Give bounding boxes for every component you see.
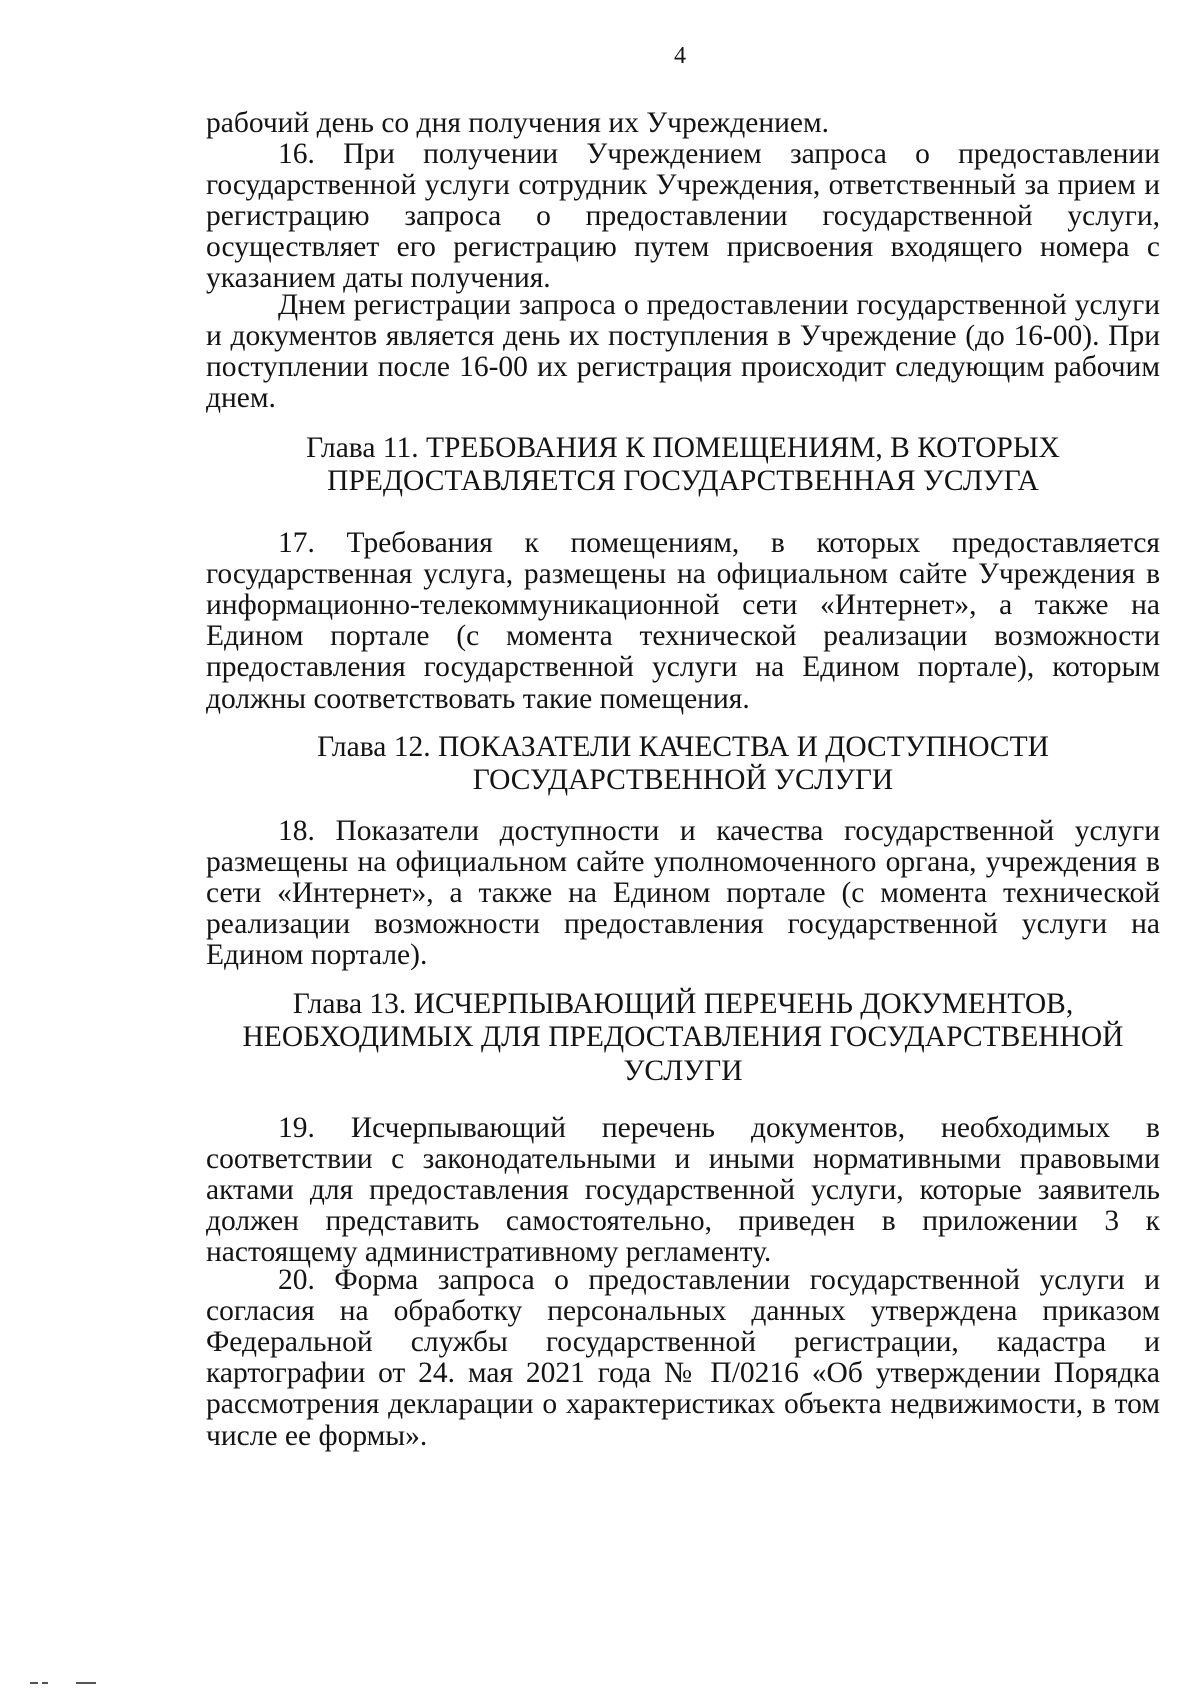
heading-line: ПРЕДОСТАВЛЯЕТСЯ ГОСУДАРСТВЕННАЯ УСЛУГА: [327, 465, 1039, 498]
chapter-heading: [206, 988, 1160, 1088]
chapter-heading: [206, 731, 1160, 798]
paragraph: 16. При получении Учреждением запроса о предоставлении государственной услуги сотрудник Учреждения, ответственный за прием и регистрацию запроса о предоставлении государственной услуги, осуществляет его регистрацию путем присвоения входящего номера с указанием даты получения.: [206, 138, 1160, 295]
heading-line: НЕОБХОДИМЫХ ДЛЯ ПРЕДОСТАВЛЕНИЯ ГОСУДАРСТВЕННОЙ: [242, 1021, 1124, 1054]
paragraph: рабочий день со дня получения их Учреждением.: [206, 107, 830, 139]
scan-marks: [30, 1682, 100, 1686]
page-number: 4: [674, 43, 686, 69]
chapter-heading: [206, 432, 1160, 499]
heading-line: Глава 13. ИСЧЕРПЫВАЮЩИЙ ПЕРЕЧЕНЬ ДОКУМЕНТОВ,: [292, 988, 1074, 1020]
heading-line: Глава 12. ПОКАЗАТЕЛИ КАЧЕСТВА И ДОСТУПНОСТИ: [317, 731, 1049, 763]
paragraph: 18. Показатели доступности и качества государственной услуги размещены на официальном сайте уполномоченного органа, учреждения в сети «Интернет», а также на Едином портале (с момента технической реализации возможности предоставления государственной услуги на Едином портале).: [206, 815, 1160, 972]
paragraph: 17. Требования к помещениям, в которых предоставляется государственная услуга, размещены на официальном сайте Учреждения в информационно-телекоммуникационной сети «Интернет», а также на Едином портале (с момента технической реализации возможности предоставления государственной услуги на Едином портале), которым должны соответствовать такие помещения.: [206, 527, 1160, 715]
heading-line: УСЛУГИ: [623, 1054, 743, 1087]
paragraph: 20. Форма запроса о предоставлении государственной услуги и согласия на обработку персональных данных утверждена приказом Федеральной службы государственной регистрации, кадастра и картографии от 24. мая 2021 года № П/0216 «Об утверждении Порядка рассмотрения декларации о характеристиках объекта недвижимости, в том числе ее формы».: [206, 1264, 1160, 1452]
paragraph: 19. Исчерпывающий перечень документов, необходимых в соответствии с законодательными и иными нормативными правовыми актами для предоставления государственной услуги, которые заявитель должен представить самостоятельно, приведен в приложении 3 к настоящему административному регламенту.: [206, 1112, 1160, 1269]
heading-line: ГОСУДАРСТВЕННОЙ УСЛУГИ: [472, 764, 894, 797]
paragraph: Днем регистрации запроса о предоставлении государственной услуги и документов является день их поступления в Учреждение (до 16-00). При поступлении после 16-00 их регистрация происходит следующим рабочим днем.: [206, 289, 1160, 415]
heading-line: Глава 11. ТРЕБОВАНИЯ К ПОМЕЩЕНИЯМ, В КОТОРЫХ: [306, 432, 1060, 464]
